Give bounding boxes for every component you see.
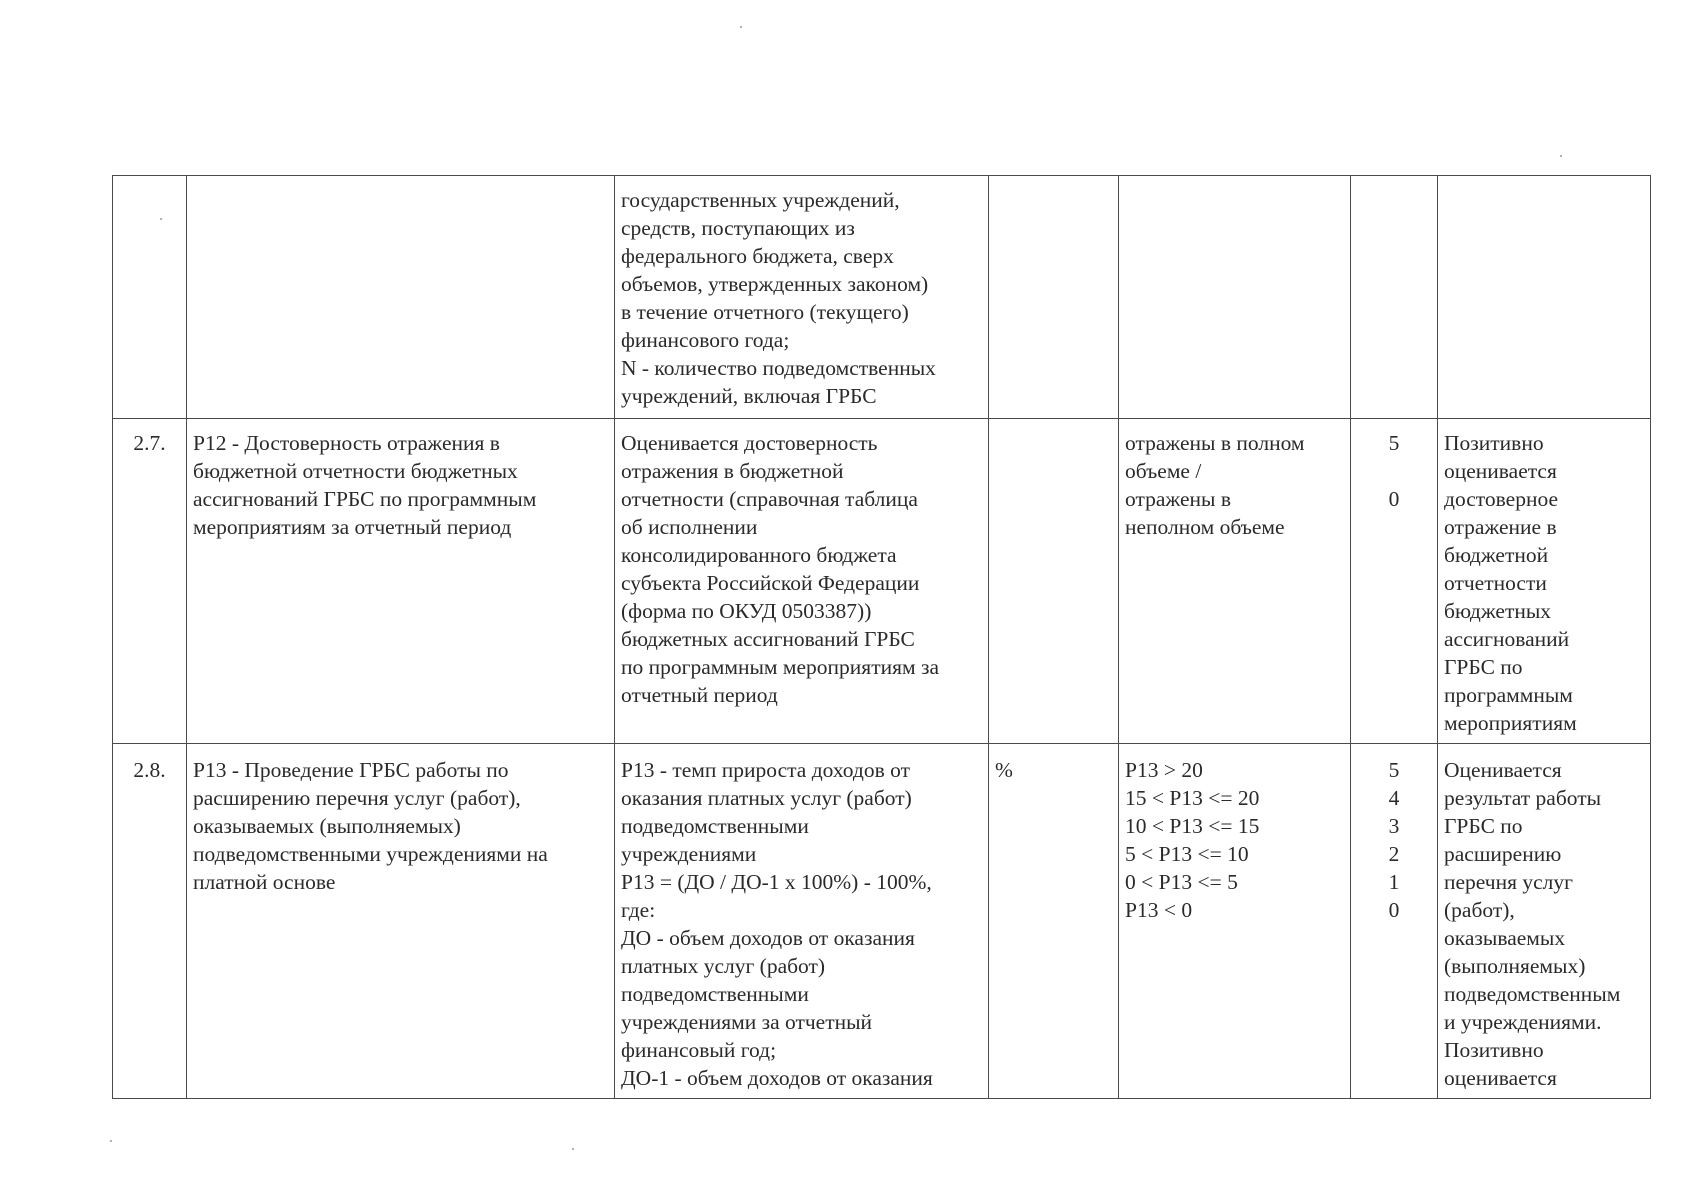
scan-speck [740, 26, 742, 28]
indicators-table [112, 175, 1651, 1099]
cell-line: учреждениями [621, 842, 757, 866]
cell-line: отчетности [1444, 571, 1547, 595]
cell-line: оценивается [1444, 459, 1557, 483]
cell-line: N - количество подведомственных [621, 356, 936, 380]
cell-line: 2 [1388, 842, 1400, 866]
cell-line: 5 [1388, 431, 1400, 455]
cell-line: 15 < P13 <= 20 [1125, 786, 1260, 810]
unit-cell [989, 176, 1119, 419]
comment-cell [1438, 419, 1651, 744]
cell-line: перечня услуг [1444, 870, 1573, 894]
cell-line: отражения в бюджетной [621, 459, 844, 483]
cell-line: расширению перечня услуг (работ), [193, 786, 521, 810]
cell-line: 5 < P13 <= 10 [1125, 842, 1249, 866]
cell-line: консолидированного бюджета [621, 543, 897, 567]
unit-cell: % [989, 744, 1119, 1099]
scan-speck [110, 1140, 112, 1142]
table-row [113, 744, 1651, 1099]
cell-line: 4 [1388, 786, 1400, 810]
cell-line: 0 < P13 <= 5 [1125, 870, 1238, 894]
cell-line: 3 [1388, 814, 1400, 838]
unit-cell [989, 419, 1119, 744]
cell-line: ГРБС по [1444, 655, 1523, 679]
cell-line: 5 [1388, 758, 1400, 782]
scores-cell [1351, 419, 1438, 744]
cell-line: платных услуг (работ) [621, 954, 826, 978]
cell-line: бюджетных ассигнований ГРБС [621, 627, 915, 651]
conditions-cell [1119, 744, 1351, 1099]
cell-line: средств, поступающих из [621, 216, 855, 240]
cell-line: ДО - объем доходов от оказания [621, 926, 915, 950]
cell-line: 0 [1388, 487, 1400, 511]
cell-line: (работ), [1444, 898, 1515, 922]
cell-line: (форма по ОКУД 0503387)) [621, 599, 872, 623]
cell-line: результат работы [1444, 786, 1602, 810]
cell-line: бюджетных [1444, 599, 1552, 623]
conditions-cell [1119, 176, 1351, 419]
cell-line: Оценивается достоверность [621, 431, 878, 455]
calculation-cell [615, 176, 989, 419]
cell-line: и учреждениями. [1444, 1010, 1602, 1034]
cell-line: подведомственным [1444, 982, 1621, 1006]
cell-line: отчетности (справочная таблица [621, 487, 918, 511]
cell-line: 10 < P13 <= 15 [1125, 814, 1260, 838]
cell-line: мероприятиям [1444, 711, 1577, 735]
cell-line: P12 - Достоверность отражения в [193, 431, 500, 455]
cell-line: P13 < 0 [1125, 898, 1193, 922]
cell-line: где: [621, 898, 656, 922]
cell-line: учреждений, включая ГРБС [621, 384, 877, 408]
cell-line: оказываемых [1444, 926, 1566, 950]
cell-line: оказания платных услуг (работ) [621, 786, 912, 810]
cell-line: (выполняемых) [1444, 954, 1586, 978]
table-row [113, 419, 1651, 744]
cell-line: подведомственными [621, 982, 809, 1006]
cell-line: P13 - темп прироста доходов от [621, 758, 911, 782]
cell-line: бюджетной отчетности бюджетных [193, 459, 518, 483]
cell-line: финансового года; [621, 328, 790, 352]
cell-line: мероприятиям за отчетный период [193, 515, 512, 539]
cell-line: субъекта Российской Федерации [621, 571, 920, 595]
scores-cell [1351, 744, 1438, 1099]
cell-line: P13 - Проведение ГРБС работы по [193, 758, 509, 782]
cell-line: неполном объеме [1125, 515, 1285, 539]
comment-cell [1438, 176, 1651, 419]
comment-cell [1438, 744, 1651, 1099]
cell-line: отражены в полном [1125, 431, 1305, 455]
calculation-cell [615, 419, 989, 744]
cell-line: ДО-1 - объем доходов от оказания [621, 1066, 933, 1090]
row-number: 2.8. [113, 744, 187, 1099]
indicator-cell [187, 419, 615, 744]
cell-line: P13 = (ДО / ДО-1 x 100%) - 100%, [621, 870, 932, 894]
scores-cell [1351, 176, 1438, 419]
cell-line: ассигнований [1444, 627, 1570, 651]
cell-line: платной основе [193, 870, 336, 894]
scan-speck [1560, 155, 1562, 157]
cell-line: федерального бюджета, сверх [621, 244, 894, 268]
cell-line: подведомственными учреждениями на [193, 842, 548, 866]
cell-line: отражены в [1125, 487, 1232, 511]
cell-line: бюджетной [1444, 543, 1549, 567]
cell-line: в течение отчетного (текущего) [621, 300, 909, 324]
cell-line: Позитивно [1444, 431, 1544, 455]
cell-line: P13 > 20 [1125, 758, 1203, 782]
cell-line: 0 [1388, 898, 1400, 922]
cell-line: по программным мероприятиям за [621, 655, 939, 679]
table-row [113, 176, 1651, 419]
cell-line: программным [1444, 683, 1573, 707]
cell-line: объемов, утвержденных законом) [621, 272, 929, 296]
row-number: 2.7. [113, 419, 187, 744]
indicator-cell [187, 744, 615, 1099]
cell-line: оценивается [1444, 1066, 1557, 1090]
row-number [113, 176, 187, 419]
cell-line: Оценивается [1444, 758, 1562, 782]
cell-line [1357, 457, 1431, 485]
cell-line: об исполнении [621, 515, 758, 539]
cell-line: ассигнований ГРБС по программным [193, 487, 537, 511]
cell-line: финансовый год; [621, 1038, 777, 1062]
scan-speck [160, 218, 162, 220]
cell-line: достоверное [1444, 487, 1559, 511]
cell-line: расширению [1444, 842, 1562, 866]
cell-line: государственных учреждений, [621, 188, 900, 212]
cell-line: отчетный период [621, 683, 778, 707]
cell-line: подведомственными [621, 814, 809, 838]
cell-line: отражение в [1444, 515, 1557, 539]
cell-line: ГРБС по [1444, 814, 1523, 838]
cell-line: учреждениями за отчетный [621, 1010, 873, 1034]
conditions-cell [1119, 419, 1351, 744]
calculation-cell [615, 744, 989, 1099]
indicator-cell [187, 176, 615, 419]
scan-speck [572, 1148, 574, 1150]
cell-line: объеме / [1125, 459, 1202, 483]
cell-line: 1 [1388, 870, 1400, 894]
cell-line: Позитивно [1444, 1038, 1544, 1062]
cell-line: оказываемых (выполняемых) [193, 814, 461, 838]
